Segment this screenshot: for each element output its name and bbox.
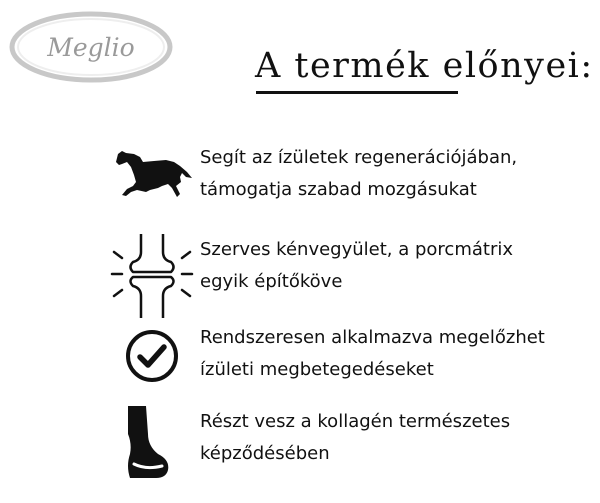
page-title: A termék előnyei: bbox=[255, 46, 594, 86]
benefit-line: Szerves kénvegyület, a porcmátrix bbox=[200, 239, 513, 260]
benefit-text bbox=[200, 406, 590, 470]
benefit-line: Részt vesz a kollagén természetes bbox=[200, 411, 511, 432]
benefit-text bbox=[200, 322, 590, 386]
benefit-line: ízületi megbetegedéseket bbox=[200, 359, 434, 380]
benefit-line: támogatja szabad mozgásukat bbox=[200, 179, 477, 200]
benefit-item bbox=[0, 142, 600, 232]
benefit-line: képződésében bbox=[200, 443, 330, 464]
benefit-item bbox=[0, 234, 600, 324]
title-underline bbox=[256, 91, 458, 94]
benefit-line: Segít az ízületek regenerációjában, bbox=[200, 147, 518, 168]
benefit-item bbox=[0, 406, 600, 496]
brand-logo bbox=[8, 8, 174, 86]
hoof-leg-icon bbox=[110, 406, 194, 490]
benefit-text bbox=[200, 142, 590, 206]
benefit-line: egyik építőköve bbox=[200, 271, 343, 292]
benefit-item bbox=[0, 322, 600, 412]
checkmark-circle-icon bbox=[110, 322, 194, 406]
benefit-text bbox=[200, 234, 590, 298]
horse-icon bbox=[110, 142, 194, 226]
knee-joint-icon bbox=[110, 234, 194, 318]
benefit-line: Rendszeresen alkalmazva megelőzhet bbox=[200, 327, 545, 348]
brand-logo-text: Meglio bbox=[47, 33, 135, 62]
